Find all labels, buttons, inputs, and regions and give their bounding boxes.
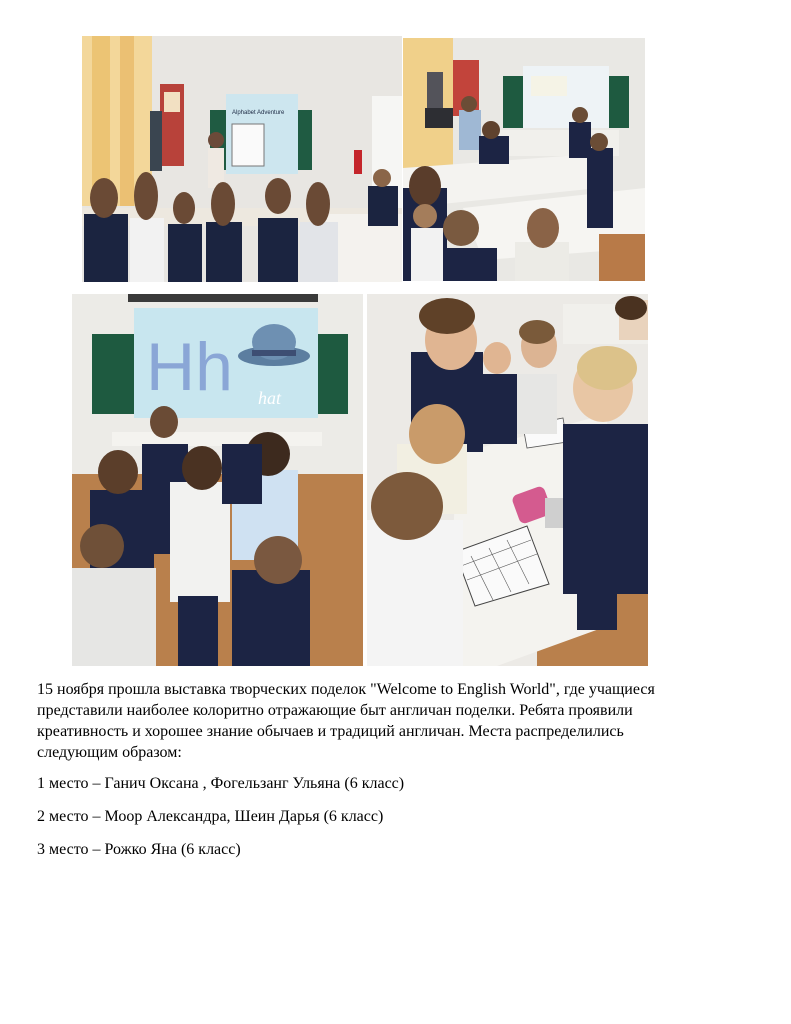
article-text [37,679,757,872]
article-intro [37,679,757,763]
intro-line-1: 15 ноября прошла выставка творческих поделок "Welcome to English World", где учащиеся [37,681,655,698]
slide-word: hat [258,388,282,408]
place-third: 3 место – Рожко Яна (6 класс) [37,841,241,858]
place-first: 1 место – Ганич Оксана , Фогельзанг Ульяна (6 класс) [37,775,405,792]
intro-line-3: креативность и хорошее знание обычаев и традиций англичан. Места распределились [37,723,624,740]
intro-line-4: следующим образом: [37,744,182,761]
classroom-photo-4 [367,294,648,666]
slide-title: Alphabet Adventure [232,110,285,116]
classroom-photo-2 [403,38,645,281]
slide-letters: Hh [146,329,233,405]
classroom-photo-3 [72,294,363,666]
classroom-photo-1 [82,36,402,282]
place-second: 2 место – Моор Александра, Шеин Дарья (6 класс) [37,808,384,825]
intro-line-2: представили наиболее колоритно отражающие быт англичан поделки. Ребята проявили [37,702,633,719]
